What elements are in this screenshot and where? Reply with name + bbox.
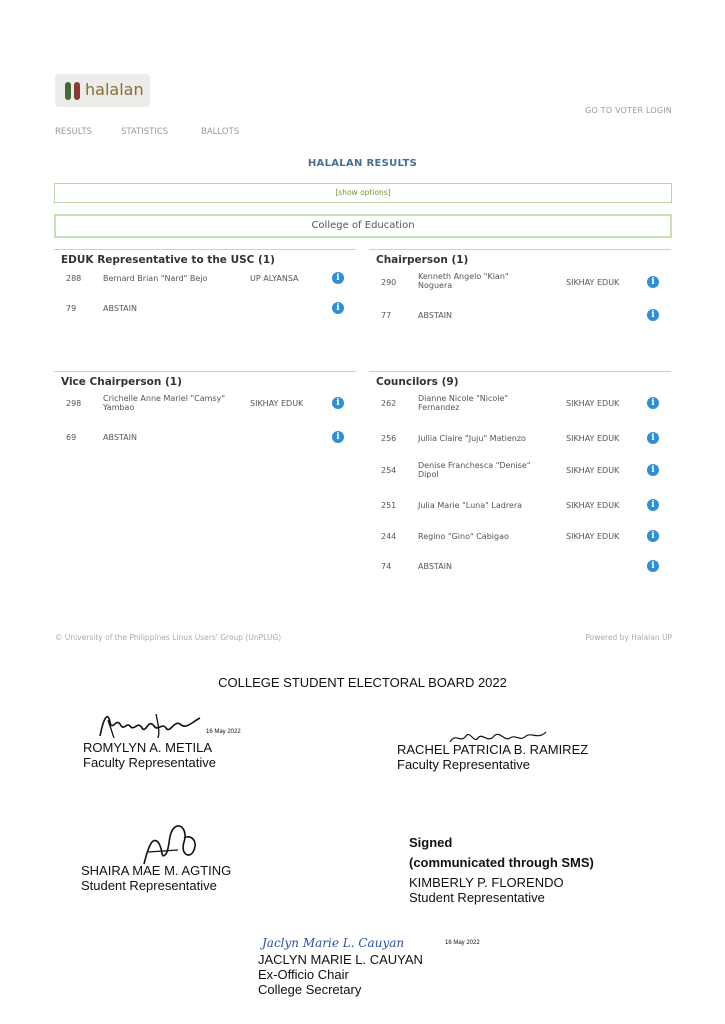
candidate-name: Crichelle Anne Mariel "Camsy" Yambao bbox=[103, 394, 226, 412]
footer-copyright: © University of the Philippines Linux Users' Group (UnPLUG) bbox=[55, 633, 282, 642]
voter-login-link[interactable]: GO TO VOTER LOGIN bbox=[585, 106, 672, 115]
party-name: SIKHAY EDUK bbox=[566, 399, 620, 408]
nav-statistics[interactable]: STATISTICS bbox=[121, 127, 169, 137]
sms-note bbox=[409, 833, 594, 873]
position-eduk-rep bbox=[54, 249, 356, 360]
vote-count: 298 bbox=[66, 399, 82, 408]
candidate-name: Jullia Claire "Juju" Matienzo bbox=[418, 434, 526, 443]
result-row bbox=[66, 304, 356, 324]
person-icon bbox=[74, 82, 80, 100]
person-icon bbox=[65, 82, 71, 100]
result-row bbox=[381, 461, 671, 485]
position-title: Councilors (9) bbox=[376, 376, 459, 388]
signatory-name: RACHEL PATRICIA B. RAMIREZ bbox=[397, 742, 589, 757]
signatory-role: Student Representative bbox=[409, 890, 545, 905]
vote-count: 69 bbox=[66, 433, 77, 442]
nav-results[interactable]: RESULTS bbox=[55, 127, 93, 137]
info-icon[interactable]: i bbox=[647, 530, 659, 542]
vote-count: 74 bbox=[381, 562, 392, 571]
board-heading: COLLEGE STUDENT ELECTORAL BOARD 2022 bbox=[218, 675, 507, 690]
candidate-name: Julia Marie "Luna" Ladrera bbox=[418, 501, 523, 510]
info-icon[interactable]: i bbox=[647, 397, 659, 409]
candidate-name: Dianne Nicole "Nicole" Fernandez bbox=[418, 394, 509, 412]
signatory-role: Student Representative bbox=[81, 878, 217, 893]
position-title: Vice Chairperson (1) bbox=[61, 376, 182, 388]
signatory-block bbox=[258, 952, 423, 997]
signatory-role: Ex-Officio Chair bbox=[258, 967, 349, 982]
signatory-role-secondary: College Secretary bbox=[258, 982, 362, 997]
footer-powered-by[interactable]: Powered by Halalan UP bbox=[585, 633, 672, 642]
info-icon[interactable]: i bbox=[332, 302, 344, 314]
info-icon[interactable]: i bbox=[332, 431, 344, 443]
candidate-name: Bernard Brian "Nard" Bejo bbox=[103, 274, 208, 283]
party-name: SIKHAY EDUK bbox=[566, 466, 620, 475]
vote-count: 251 bbox=[381, 501, 397, 510]
party-name: SIKHAY EDUK bbox=[566, 434, 620, 443]
result-row bbox=[66, 274, 356, 294]
position-title: Chairperson (1) bbox=[376, 254, 469, 266]
result-row bbox=[66, 394, 356, 418]
signatory-block bbox=[397, 742, 588, 772]
signatory-role: Faculty Representative bbox=[83, 755, 216, 770]
page-title: HALALAN RESULTS bbox=[307, 158, 418, 169]
signatory-name: ROMYLYN A. METILA bbox=[83, 740, 213, 755]
signed-note: Signed bbox=[409, 835, 453, 850]
signatory-name: KIMBERLY P. FLORENDO bbox=[409, 875, 564, 890]
signatory-block bbox=[81, 863, 231, 893]
vote-count: 77 bbox=[381, 311, 392, 320]
candidate-name: ABSTAIN bbox=[103, 304, 137, 313]
signatory-role: Faculty Representative bbox=[397, 757, 530, 772]
vote-count: 79 bbox=[66, 304, 77, 313]
result-row bbox=[381, 434, 671, 448]
candidate-name: Kenneth Angelo "Kian" Noguera bbox=[418, 272, 509, 290]
result-row bbox=[381, 272, 671, 296]
position-vice-chairperson bbox=[54, 371, 356, 462]
party-name: SIKHAY EDUK bbox=[566, 278, 620, 287]
info-icon[interactable]: i bbox=[647, 499, 659, 511]
signatory-name: JACLYN MARIE L. CAUYAN bbox=[258, 952, 423, 967]
info-icon[interactable]: i bbox=[647, 560, 659, 572]
sms-note-detail: (communicated through SMS) bbox=[409, 855, 594, 870]
vote-count: 254 bbox=[381, 466, 397, 475]
candidate-name: ABSTAIN bbox=[418, 562, 452, 571]
info-icon[interactable]: i bbox=[332, 272, 344, 284]
party-name: UP ALYANSA bbox=[250, 274, 299, 283]
result-row bbox=[381, 311, 671, 331]
party-name: SIKHAY EDUK bbox=[566, 501, 620, 510]
halalan-logo[interactable] bbox=[55, 74, 150, 107]
party-name: SIKHAY EDUK bbox=[566, 532, 620, 541]
info-icon[interactable]: i bbox=[332, 397, 344, 409]
vote-count: 262 bbox=[381, 399, 397, 408]
signatory-block bbox=[83, 740, 216, 770]
position-title: EDUK Representative to the USC (1) bbox=[61, 254, 275, 266]
vote-count: 288 bbox=[66, 274, 82, 283]
signature-metila bbox=[96, 708, 208, 742]
info-icon[interactable]: i bbox=[647, 432, 659, 444]
candidate-name: ABSTAIN bbox=[418, 311, 452, 320]
info-icon[interactable]: i bbox=[647, 276, 659, 288]
result-row bbox=[381, 501, 671, 515]
info-icon[interactable]: i bbox=[647, 309, 659, 321]
result-row bbox=[66, 433, 356, 453]
show-options-link[interactable]: [show options] bbox=[54, 183, 672, 203]
result-row bbox=[381, 562, 671, 576]
vote-count: 290 bbox=[381, 278, 397, 287]
candidate-name: Denise Franchesca "Denise" Dipol bbox=[418, 461, 531, 479]
party-name: SIKHAY EDUK bbox=[250, 399, 304, 408]
result-row bbox=[381, 394, 671, 418]
result-row bbox=[381, 532, 671, 546]
logo-text: halalan bbox=[85, 80, 144, 99]
info-icon[interactable]: i bbox=[647, 464, 659, 476]
candidate-name: Regino "Gino" Cabigao bbox=[418, 532, 509, 541]
candidate-name: ABSTAIN bbox=[103, 433, 137, 442]
signature-date: 16 May 2022 bbox=[206, 729, 241, 735]
position-councilors bbox=[369, 371, 671, 582]
signature-date: 16 May 2022 bbox=[445, 940, 480, 946]
vote-count: 244 bbox=[381, 532, 397, 541]
position-chairperson bbox=[369, 249, 671, 360]
signature-cauyan: Jaclyn Marie L. Cauyan bbox=[262, 936, 405, 950]
vote-count: 256 bbox=[381, 434, 397, 443]
signatory-name: SHAIRA MAE M. AGTING bbox=[81, 863, 232, 878]
nav-ballots[interactable]: BALLOTS bbox=[201, 127, 240, 137]
signatory-block bbox=[409, 875, 564, 905]
college-heading: College of Education bbox=[54, 214, 672, 238]
